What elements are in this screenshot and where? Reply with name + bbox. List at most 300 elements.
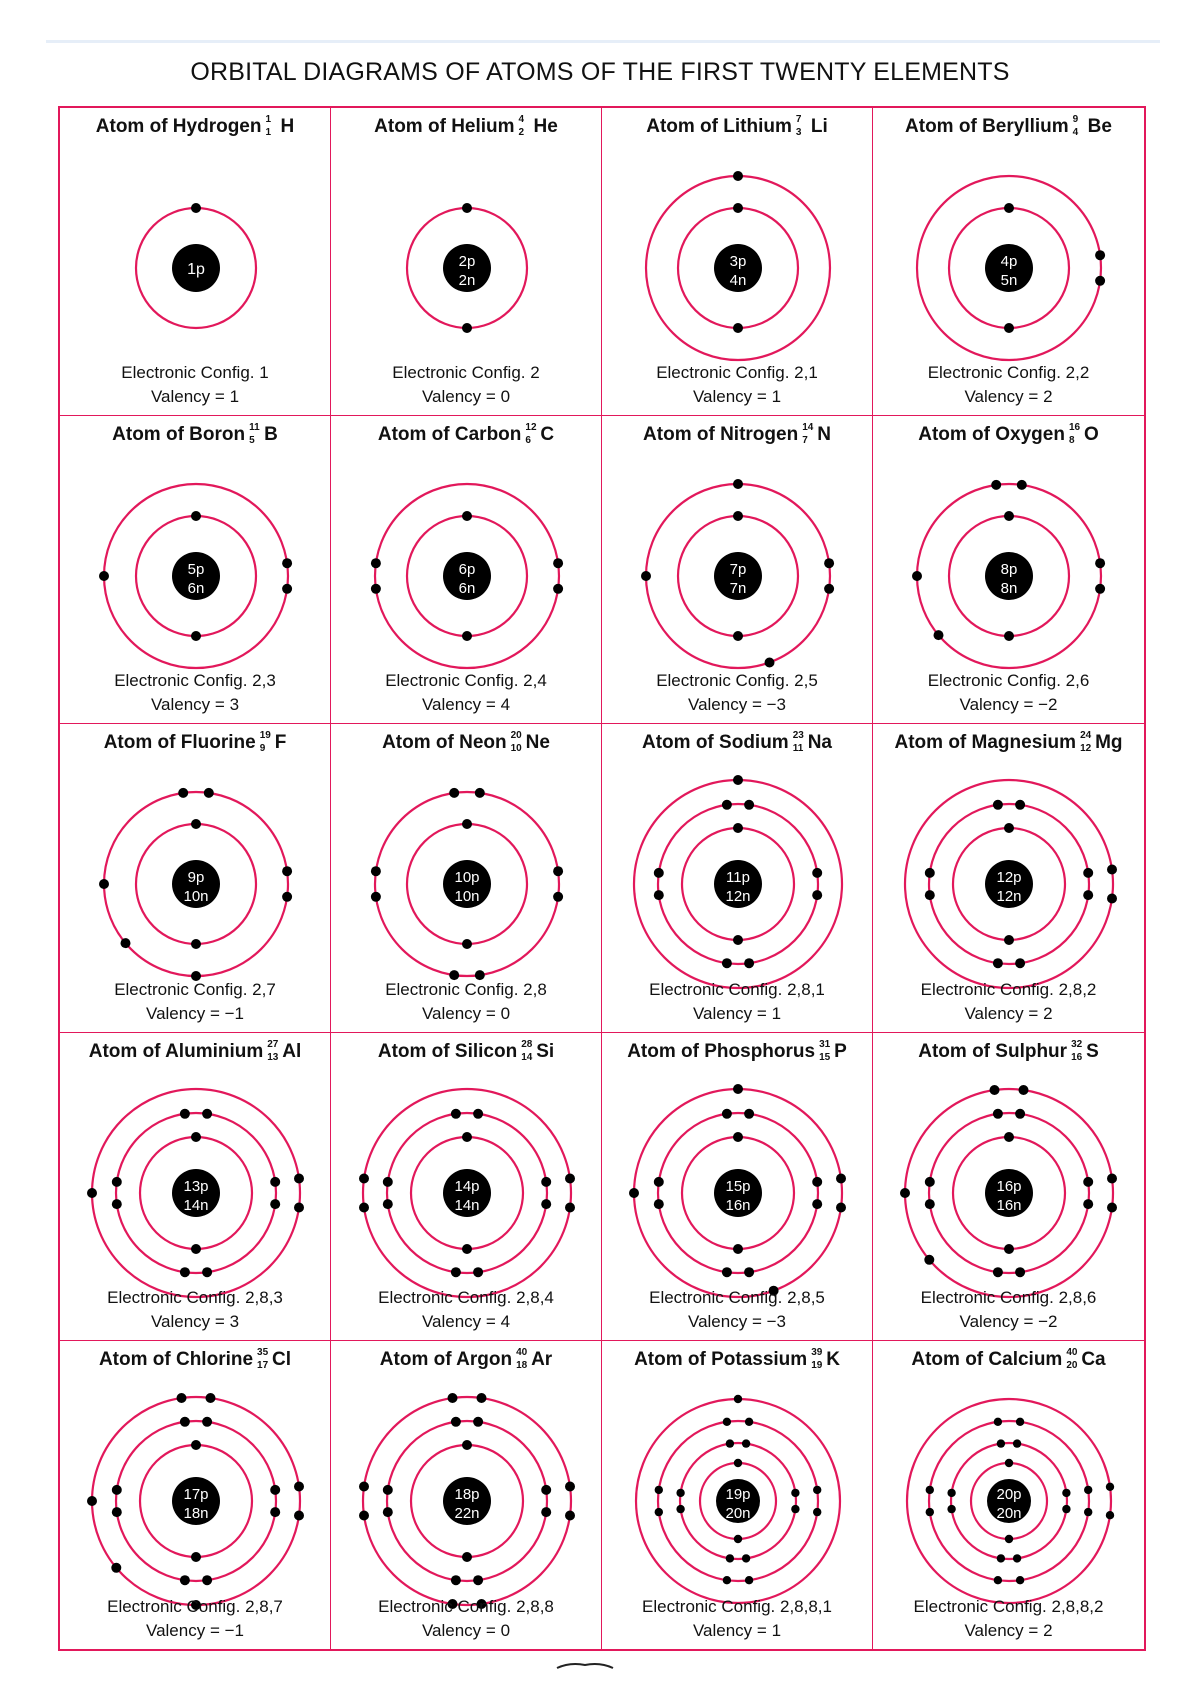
config-label: Electronic Config. <box>642 1597 776 1616</box>
element-cell-he <box>331 108 602 416</box>
atom-diagram <box>331 764 602 1004</box>
valency-label: Valency = <box>964 1003 1039 1023</box>
electron <box>733 1244 743 1254</box>
valency <box>873 1312 1144 1332</box>
mass-number: 27 <box>267 1038 279 1050</box>
valency <box>331 1312 601 1332</box>
neutron-count: 12n <box>725 888 751 906</box>
electron <box>722 1108 732 1118</box>
electron <box>112 1485 122 1495</box>
valency-value: −1 <box>224 1621 244 1640</box>
element-cell-cl <box>60 1341 331 1649</box>
electron <box>1015 959 1025 969</box>
isotope-notation <box>259 730 275 755</box>
electron <box>654 1176 664 1186</box>
valency-value: 1 <box>771 1621 782 1640</box>
valency-label: Valency = <box>688 695 762 715</box>
mass-number: 39 <box>811 1346 823 1358</box>
atomic-number: 15 <box>819 1051 831 1063</box>
electron <box>1013 1554 1021 1562</box>
electron <box>565 1510 575 1520</box>
electron <box>383 1176 393 1186</box>
isotope-notation <box>249 422 264 447</box>
electronic-config <box>60 1288 330 1308</box>
electron <box>294 1173 304 1183</box>
electron <box>451 1575 461 1585</box>
electron <box>655 1485 663 1493</box>
element-cell-p <box>602 1033 873 1341</box>
valency <box>60 695 330 715</box>
electron <box>383 1485 393 1495</box>
electron <box>744 1267 754 1277</box>
electron <box>1107 1202 1117 1212</box>
proton-count: 9p <box>187 869 205 887</box>
element-symbol: P <box>834 1040 847 1062</box>
electron <box>993 800 1003 810</box>
atom-diagram <box>331 1073 602 1313</box>
element-heading <box>873 424 1144 446</box>
element-cell-na <box>602 724 873 1032</box>
electron <box>1095 558 1105 568</box>
config-label: Electronic Config. <box>649 1287 783 1307</box>
atomic-number: 18 <box>516 1359 528 1371</box>
config-value: 2,8,3 <box>245 1287 283 1307</box>
electron <box>553 558 563 568</box>
electron <box>654 868 664 878</box>
electron <box>87 1496 97 1506</box>
electron <box>282 892 292 902</box>
neutron-count: 14n <box>183 1196 209 1214</box>
electron <box>836 1173 846 1183</box>
proton-count: 10p <box>454 869 480 887</box>
element-name: Atom of Calcium <box>911 1348 1063 1370</box>
electron <box>270 1199 280 1209</box>
atomic-number: 5 <box>249 435 255 447</box>
element-cell-ca <box>873 1341 1144 1649</box>
electron <box>112 1507 122 1517</box>
top-divider <box>46 40 1160 43</box>
electron <box>654 1199 664 1209</box>
electron <box>723 1576 731 1584</box>
element-symbol: F <box>274 732 287 754</box>
element-symbol: H <box>280 116 295 137</box>
electron <box>270 1507 280 1517</box>
element-name: Atom of Chlorine <box>98 1348 254 1370</box>
electron <box>813 1485 821 1493</box>
valency <box>60 387 330 407</box>
config-value: 2,7 <box>252 979 276 999</box>
electron <box>180 1267 190 1277</box>
electron <box>925 890 935 900</box>
config-label: Electronic Config. <box>385 671 519 691</box>
atomic-number: 20 <box>1066 1359 1078 1371</box>
element-cell-f <box>60 724 331 1032</box>
electron <box>541 1485 551 1495</box>
valency-label: Valency = <box>150 1311 225 1331</box>
page-curl-mark <box>555 1660 615 1670</box>
mass-number: 40 <box>1066 1346 1078 1358</box>
electron <box>812 868 822 878</box>
electron <box>359 1481 369 1491</box>
neutron-count: 20n <box>996 1504 1022 1522</box>
element-heading <box>331 424 601 446</box>
element-heading <box>602 1038 872 1063</box>
element-name: Atom of Aluminium <box>88 1040 264 1062</box>
valency-value: 1 <box>771 1003 782 1023</box>
electron <box>99 571 109 581</box>
element-name: Atom of Neon <box>382 732 507 754</box>
element-cell-ne <box>331 724 602 1032</box>
neutron-count: 6n <box>458 580 476 598</box>
valency-value: 2 <box>1043 1003 1053 1023</box>
element-heading <box>602 424 872 446</box>
electronic-config <box>602 1288 872 1308</box>
config-label: Electronic Config. <box>378 1597 512 1616</box>
electron <box>733 171 743 181</box>
proton-count: 8p <box>1000 561 1018 579</box>
electron <box>383 1507 393 1517</box>
element-name: Atom of Potassium <box>634 1348 808 1370</box>
electron <box>1004 203 1014 213</box>
atom-diagram <box>602 148 873 388</box>
atom-diagram <box>331 1381 602 1621</box>
proton-count: 20p <box>996 1485 1022 1503</box>
atom-diagram <box>331 456 602 696</box>
electron <box>994 1417 1002 1425</box>
config-label: Electronic Config. <box>927 363 1061 383</box>
electron <box>180 1417 190 1427</box>
electron <box>448 1393 458 1403</box>
isotope-notation <box>1066 1346 1081 1371</box>
electron <box>121 938 131 948</box>
electron <box>1017 480 1027 490</box>
config-value: 2,8,6 <box>1058 1287 1097 1307</box>
electron <box>926 1508 934 1516</box>
element-cell-si <box>331 1033 602 1341</box>
electron <box>1084 1508 1092 1516</box>
electronic-config <box>60 363 330 383</box>
atomic-number: 4 <box>1072 126 1079 138</box>
electron <box>462 203 472 213</box>
electron <box>629 1188 639 1198</box>
electron <box>991 480 1001 490</box>
electron <box>812 1199 822 1209</box>
neutron-count: 12n <box>996 888 1022 906</box>
electron <box>371 892 381 902</box>
electron <box>1062 1505 1070 1513</box>
electron <box>722 800 732 810</box>
element-symbol: Be <box>1087 116 1112 137</box>
valency-label: Valency = <box>421 1003 496 1023</box>
element-name: Atom of Silicon <box>377 1040 518 1062</box>
element-symbol: B <box>264 424 278 446</box>
electron <box>742 1439 750 1447</box>
config-label: Electronic Config. <box>656 671 790 691</box>
electron <box>451 1417 461 1427</box>
electron <box>997 1554 1005 1562</box>
valency <box>602 387 872 407</box>
electron <box>947 1505 955 1513</box>
isotope-notation <box>1071 1038 1086 1063</box>
proton-count: 14p <box>454 1177 480 1195</box>
electron <box>359 1202 369 1212</box>
electronic-config <box>331 1597 601 1617</box>
valency-value: 2 <box>1043 1621 1053 1640</box>
electron <box>282 584 292 594</box>
electron <box>1004 1132 1014 1142</box>
electron <box>726 1554 734 1562</box>
element-heading <box>60 1346 330 1371</box>
isotope-notation <box>257 1346 272 1371</box>
valency-value: 1 <box>771 387 782 407</box>
valency-label: Valency = <box>959 1311 1034 1331</box>
config-value: 2,5 <box>794 671 818 691</box>
valency <box>60 1621 330 1641</box>
electron <box>541 1507 551 1517</box>
electron <box>726 1439 734 1447</box>
electron <box>744 1108 754 1118</box>
electron <box>1107 865 1117 875</box>
config-label: Electronic Config. <box>114 671 248 691</box>
electron <box>925 1176 935 1186</box>
electron <box>191 819 201 829</box>
electron <box>1016 1417 1024 1425</box>
electron <box>1004 631 1014 641</box>
valency <box>60 1312 330 1332</box>
electron <box>654 890 664 900</box>
config-label: Electronic Config. <box>121 363 255 383</box>
element-symbol: Li <box>810 116 828 137</box>
electron <box>294 1481 304 1491</box>
electron <box>1095 276 1105 286</box>
electron <box>733 1132 743 1142</box>
electron <box>1083 1176 1093 1186</box>
atom-diagram <box>873 1381 1144 1621</box>
atom-diagram <box>60 1073 331 1313</box>
electron <box>1016 1576 1024 1584</box>
atom-diagram <box>60 764 331 1004</box>
element-name: Atom of Oxygen <box>918 424 1065 446</box>
element-name: Atom of Beryllium <box>905 116 1069 137</box>
element-heading <box>602 1346 872 1371</box>
electron <box>993 1267 1003 1277</box>
electron <box>733 631 743 641</box>
valency-label: Valency = <box>959 695 1034 715</box>
isotope-notation <box>1072 113 1088 138</box>
atomic-number: 6 <box>525 435 531 447</box>
valency-label: Valency = <box>146 1003 220 1023</box>
element-heading <box>873 732 1144 754</box>
proton-count: 13p <box>183 1177 209 1195</box>
element-name: Atom of Lithium <box>646 116 792 137</box>
mass-number: 32 <box>1071 1038 1083 1050</box>
electron <box>553 867 563 877</box>
electron <box>744 800 754 810</box>
electron <box>294 1202 304 1212</box>
electron <box>462 1132 472 1142</box>
config-value: 1 <box>259 363 269 383</box>
valency-value: 3 <box>229 695 240 715</box>
electron <box>1083 868 1093 878</box>
element-symbol: Si <box>536 1040 555 1062</box>
valency-value: 0 <box>500 387 511 407</box>
electron <box>475 788 485 798</box>
electron <box>813 1508 821 1516</box>
electron <box>1106 1482 1114 1490</box>
atom-diagram <box>873 1073 1144 1313</box>
electron <box>824 558 834 568</box>
element-symbol: Na <box>807 732 832 754</box>
electron <box>993 1108 1003 1118</box>
electron <box>733 203 743 213</box>
electron <box>1019 1085 1029 1095</box>
electron <box>451 1108 461 1118</box>
neutron-count: 8n <box>1000 580 1018 598</box>
atomic-number: 12 <box>1080 743 1092 755</box>
electron <box>553 584 563 594</box>
valency <box>331 1004 601 1024</box>
element-symbol: K <box>826 1348 840 1370</box>
valency-label: Valency = <box>692 1621 767 1640</box>
proton-count: 4p <box>1000 253 1018 270</box>
neutron-count: 18n <box>183 1504 209 1522</box>
electronic-config <box>60 980 330 1000</box>
electron <box>565 1173 575 1183</box>
electron <box>924 1254 934 1264</box>
element-symbol: Al <box>282 1040 302 1062</box>
valency <box>602 1312 872 1332</box>
electron <box>1062 1488 1070 1496</box>
electron <box>462 1552 472 1562</box>
electron <box>359 1510 369 1520</box>
mass-number: 12 <box>525 422 537 434</box>
electron <box>791 1505 799 1513</box>
atom-diagram <box>873 148 1144 388</box>
electron <box>734 1535 742 1543</box>
valency-label: Valency = <box>421 1621 496 1640</box>
element-cell-ar <box>331 1341 602 1649</box>
element-symbol: S <box>1086 1040 1099 1062</box>
config-value: 2,3 <box>252 671 276 691</box>
valency <box>873 1621 1144 1641</box>
element-symbol: He <box>533 116 558 137</box>
config-value: 2,8,5 <box>787 1287 825 1307</box>
electron <box>191 1440 201 1450</box>
neutron-count: 5n <box>1000 272 1018 289</box>
proton-count: 1p <box>187 261 205 278</box>
config-value: 2 <box>530 363 540 383</box>
config-label: Electronic Config. <box>927 671 1061 691</box>
electron <box>294 1510 304 1520</box>
electron <box>1106 1511 1114 1519</box>
atomic-number: 7 <box>802 435 808 447</box>
proton-count: 2p <box>458 253 476 270</box>
mass-number: 19 <box>259 730 271 742</box>
electron <box>734 1459 742 1467</box>
valency-value: −2 <box>1038 695 1058 715</box>
mass-number: 11 <box>249 422 260 434</box>
electron <box>112 1199 122 1209</box>
config-label: Electronic Config. <box>107 1597 241 1616</box>
electron <box>565 1481 575 1491</box>
electronic-config <box>331 1288 601 1308</box>
isotope-notation <box>819 1038 834 1063</box>
proton-count: 19p <box>725 1485 751 1503</box>
atom-diagram <box>602 764 873 1004</box>
isotope-notation <box>518 113 534 138</box>
element-heading <box>331 1038 601 1063</box>
electron <box>1095 584 1105 594</box>
electron <box>1004 511 1014 521</box>
neutron-count: 2n <box>458 272 476 289</box>
electronic-config <box>873 1597 1144 1617</box>
electron <box>371 584 381 594</box>
electron <box>733 479 743 489</box>
electronic-config <box>602 980 872 1000</box>
electron <box>791 1488 799 1496</box>
atom-diagram <box>60 1381 331 1621</box>
element-cell-h <box>60 108 331 416</box>
isotope-notation <box>811 1346 826 1371</box>
electron <box>742 1554 750 1562</box>
proton-count: 16p <box>996 1177 1022 1195</box>
electron <box>900 1188 910 1198</box>
mass-number: 40 <box>516 1346 528 1358</box>
electron <box>733 511 743 521</box>
element-heading <box>60 424 330 446</box>
electronic-config <box>602 671 872 691</box>
electron <box>180 1575 190 1585</box>
electron <box>722 1267 732 1277</box>
electron <box>1004 323 1014 333</box>
electron <box>473 1267 483 1277</box>
mass-number: 7 <box>795 113 802 125</box>
atom-diagram <box>602 456 873 696</box>
electron <box>722 959 732 969</box>
element-cell-n <box>602 416 873 724</box>
atomic-number: 19 <box>811 1359 823 1371</box>
element-heading <box>60 732 330 754</box>
electron <box>641 571 651 581</box>
elements-grid <box>58 106 1146 1651</box>
electron <box>202 1417 212 1427</box>
config-value: 2,1 <box>794 363 818 383</box>
atomic-number: 8 <box>1068 435 1075 447</box>
atom-diagram <box>602 1381 873 1621</box>
neutron-count: 10n <box>454 888 480 906</box>
element-heading <box>331 1346 601 1371</box>
electron <box>202 1267 212 1277</box>
isotope-notation <box>1080 730 1095 755</box>
electron <box>676 1505 684 1513</box>
mass-number: 28 <box>521 1038 533 1050</box>
valency-value: 4 <box>500 1311 511 1331</box>
atom-diagram <box>60 456 331 696</box>
electron <box>1004 823 1014 833</box>
electron <box>676 1488 684 1496</box>
config-label: Electronic Config. <box>378 1287 512 1307</box>
electronic-config <box>873 980 1144 1000</box>
electron <box>191 631 201 641</box>
element-symbol: Ar <box>531 1348 553 1370</box>
electron <box>473 1575 483 1585</box>
electronic-config <box>602 1597 872 1617</box>
electron <box>745 1417 753 1425</box>
electron <box>383 1199 393 1209</box>
electron <box>1004 935 1014 945</box>
electron <box>824 584 834 594</box>
atom-diagram <box>331 148 602 388</box>
